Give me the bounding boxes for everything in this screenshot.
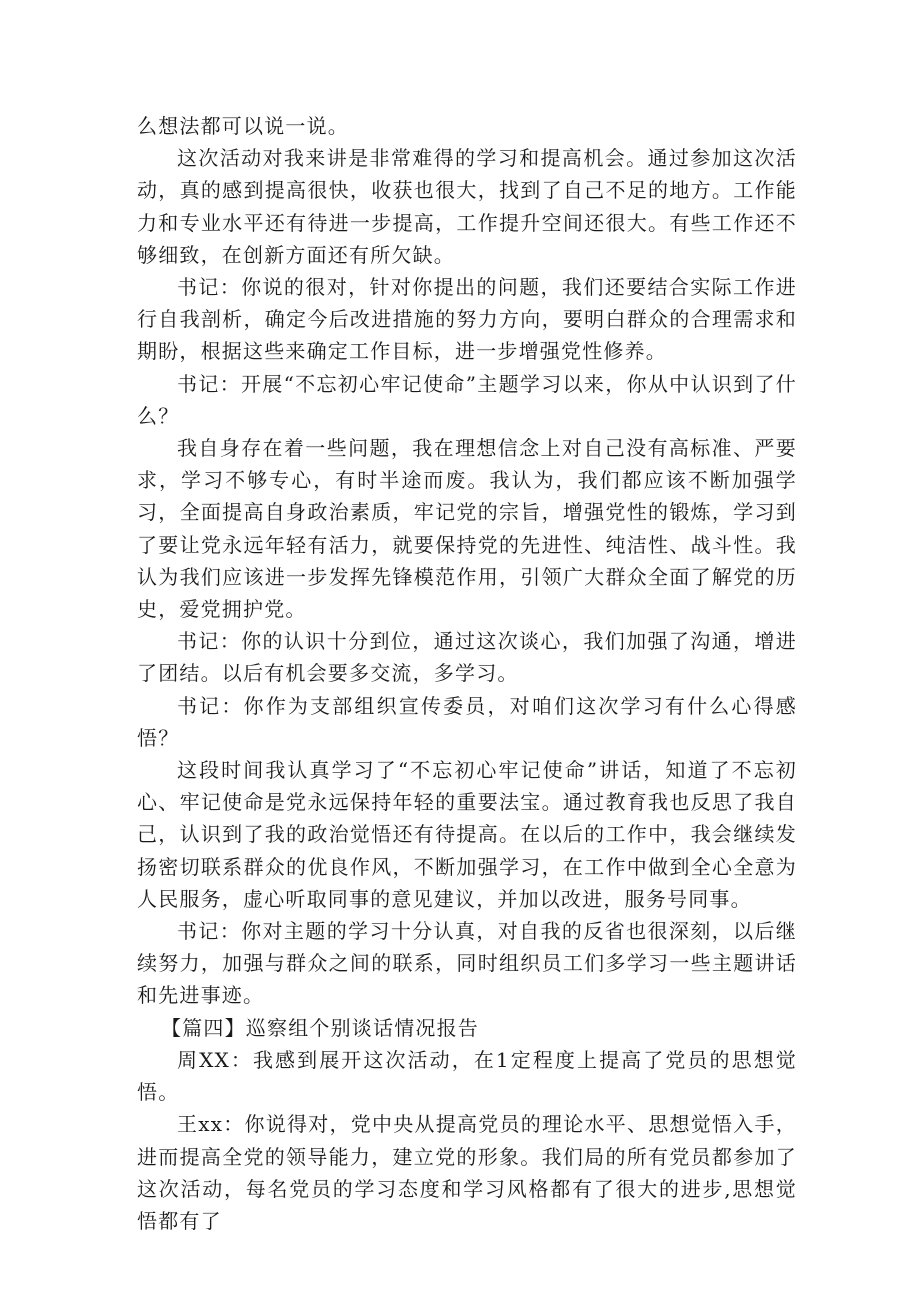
paragraph: 书记：你对主题的学习十分认真，对自我的反省也很深刻，以后继续努力，加强与群众之间的联系，同时组织员工们多学习一些主题讲话和先进事迹。 [137,919,797,1008]
paragraph-continuation: 么想法都可以说一说。 [137,114,349,138]
paragraph: 书记：你说的很对，针对你提出的问题，我们还要结合实际工作进行自我剖析，确定今后改进措施的努力方向，要明白群众的合理需求和期盼，根据这些来确定工作目标，进一步增强党性修养。 [137,275,797,364]
document-body [137,110,797,1237]
paragraph: 这段时间我认真学习了“不忘初心牢记使命”讲话，知道了不忘初心、牢记使命是党永远保持年轻的重要法宝。通过教育我也反思了我自己，认识到了我的政治觉悟还有待提高。在以后的工作中，我会继续发扬密切联系群众的优良作风，不断加强学习，在工作中做到全心全意为人民服务，虚心听取同事的意见建议，并加以改进，服务号同事。 [137,758,797,911]
paragraph: 王xx：你说得对，党中央从提高党员的理论水平、思想觉悟入手，进而提高全党的领导能力，建立党的形象。我们局的所有党员都参加了这次活动，每名党员的学习态度和学习风格都有了很大的进步,思想觉悟都有了 [137,1112,797,1233]
paragraph: 这次活动对我来讲是非常难得的学习和提高机会。通过参加这次活动，真的感到提高很快，收获也很大，找到了自己不足的地方。工作能力和专业水平还有待进一步提高，工作提升空间还很大。有些工作还不够细致，在创新方面还有所欠缺。 [137,146,797,267]
paragraph: 书记：开展“不忘初心牢记使命”主题学习以来，你从中认识到了什么？ [137,371,797,428]
paragraph: 周XX：我感到展开这次活动，在1定程度上提高了党员的思想觉悟。 [137,1047,797,1105]
paragraph: 书记：你作为支部组织宣传委员，对咱们这次学习有什么心得感悟？ [137,693,797,750]
section-heading: 【篇四】巡察组个别谈话情况报告 [161,1015,479,1040]
paragraph: 书记：你的认识十分到位，通过这次谈心，我们加强了沟通，增进了团结。以后有机会要多交流，多学习。 [137,629,797,686]
paragraph: 我自身存在着一些问题，我在理想信念上对自己没有高标准、严要求，学习不够专心，有时半途而废。我认为，我们都应该不断加强学习，全面提高自身政治素质，牢记党的宗旨，增强党性的锻炼，学习到了要让党永远年轻有活力，就要保持党的先进性、纯洁性、战斗性。我认为我们应该进一步发挥先锋模范作用，引领广大群众全面了解党的历史，爱党拥护党。 [137,436,797,622]
